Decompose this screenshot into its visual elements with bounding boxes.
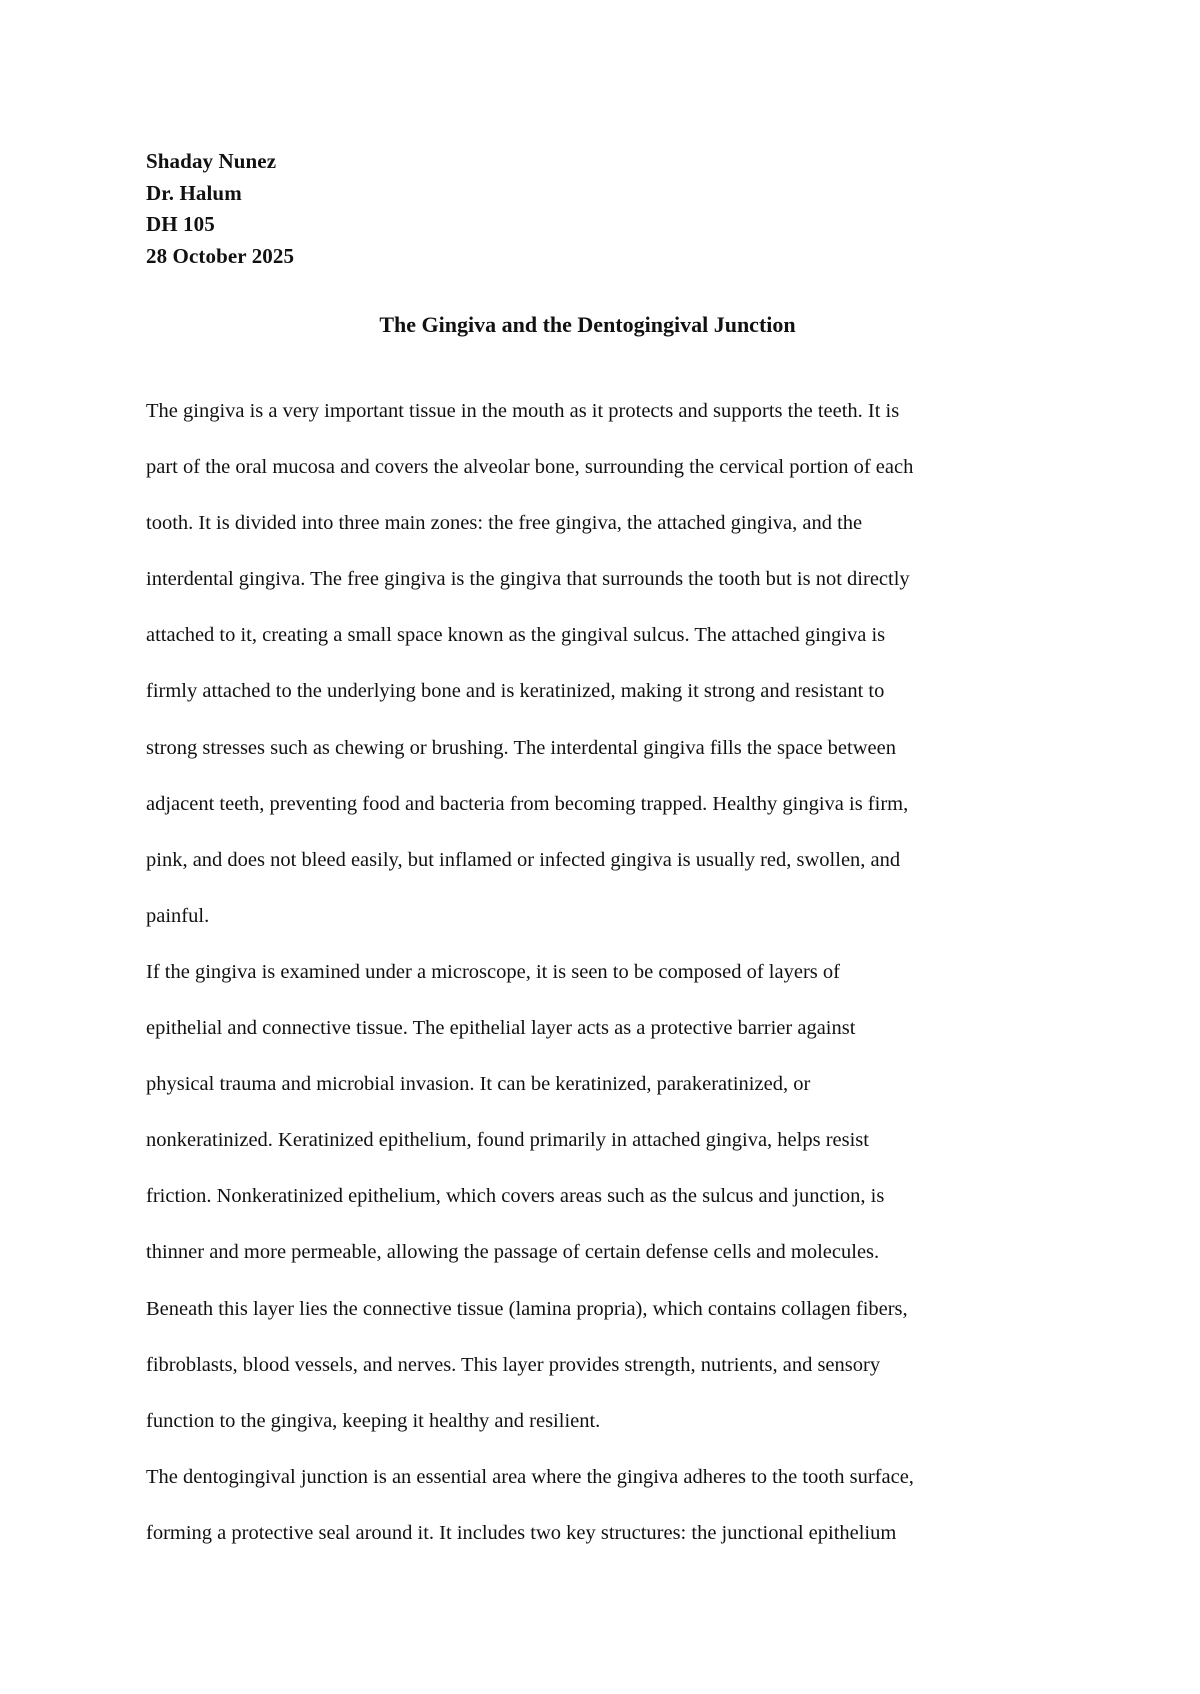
- text-line: strong stresses such as chewing or brushing. The interdental gingiva fills the space between: [146, 736, 896, 759]
- text-line: pink, and does not bleed easily, but inflamed or infected gingiva is usually red, swollen, and: [146, 848, 901, 871]
- text-line: painful.: [146, 904, 210, 927]
- text-line: Beneath this layer lies the connective tissue (lamina propria), which contains collagen fibers,: [146, 1297, 908, 1320]
- text-line: The dentogingival junction is an essential area where the gingiva adheres to the tooth surface,: [146, 1465, 914, 1488]
- text-line: fibroblasts, blood vessels, and nerves. This layer provides strength, nutrients, and sensory: [146, 1353, 881, 1376]
- text-line: The gingiva is a very important tissue in the mouth as it protects and supports the teeth. It is: [146, 400, 900, 422]
- text-line: friction. Nonkeratinized epithelium, which covers areas such as the sulcus and junction, is: [146, 1185, 885, 1208]
- text-line: physical trauma and microbial invasion. It can be keratinized, parakeratinized, or: [146, 1073, 811, 1096]
- author-name: Shaday Nunez: [146, 149, 277, 173]
- document-header: [146, 146, 294, 272]
- text-line: adjacent teeth, preventing food and bacteria from becoming trapped. Healthy gingiva is firm,: [146, 792, 909, 815]
- text-line: interdental gingiva. The free gingiva is the gingiva that surrounds the tooth but is not directly: [146, 568, 910, 591]
- text-line: attached to it, creating a small space known as the gingival sulcus. The attached gingiva is: [146, 624, 886, 647]
- text-line: firmly attached to the underlying bone and is keratinized, making it strong and resistant to: [146, 680, 885, 703]
- document-date: 28 October 2025: [146, 243, 295, 268]
- text-line: forming a protective seal around it. It includes two key structures: the junctional epithelium: [146, 1521, 897, 1544]
- instructor-name: Dr. Halum: [146, 180, 242, 205]
- text-line: If the gingiva is examined under a microscope, it is seen to be composed of layers of: [146, 960, 840, 983]
- text-line: nonkeratinized. Keratinized epithelium, found primarily in attached gingiva, helps resist: [146, 1129, 869, 1152]
- document-title: The Gingiva and the Dentogingival Junction: [379, 312, 796, 337]
- course-code: DH 105: [146, 212, 215, 236]
- text-line: thinner and more permeable, allowing the passage of certain defense cells and molecules.: [146, 1241, 880, 1264]
- text-line: part of the oral mucosa and covers the alveolar bone, surrounding the cervical portion of each: [146, 456, 914, 479]
- text-line: tooth. It is divided into three main zones: the free gingiva, the attached gingiva, and the: [146, 512, 863, 535]
- text-line: function to the gingiva, keeping it healthy and resilient.: [146, 1409, 601, 1432]
- document-body: [146, 395, 1066, 1573]
- text-line: epithelial and connective tissue. The epithelial layer acts as a protective barrier against: [146, 1017, 856, 1040]
